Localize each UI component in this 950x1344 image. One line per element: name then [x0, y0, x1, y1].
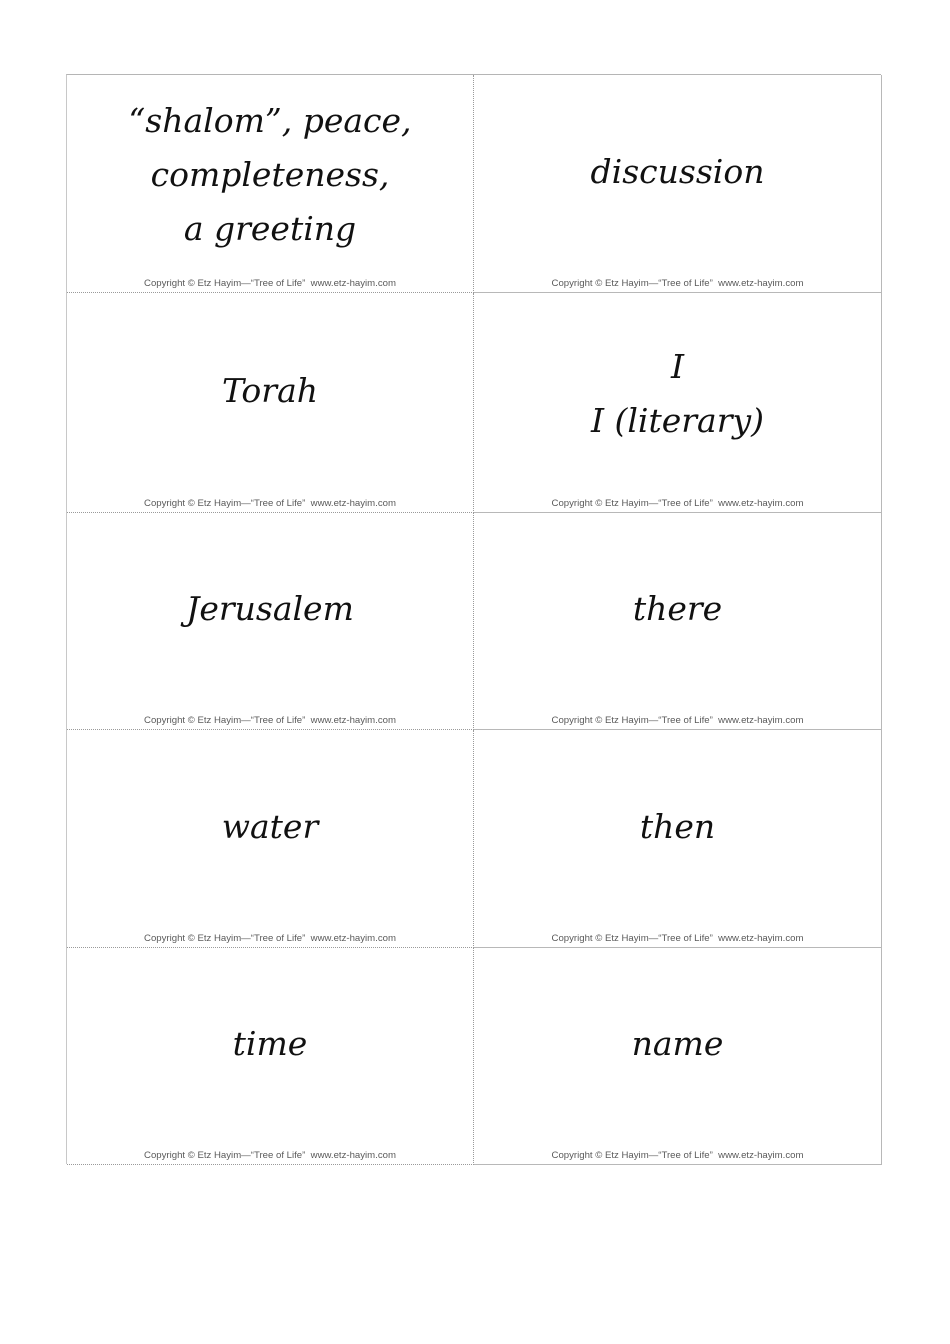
copyright-notice: Copyright © Etz Hayim—“Tree of Life” www.etz-hayim.com: [144, 1150, 396, 1161]
flashcard-word: water: [221, 806, 319, 846]
flashcard-word: Torah: [221, 370, 319, 410]
flashcard-word: discussion: [590, 151, 765, 191]
copyright-notice: Copyright © Etz Hayim—“Tree of Life” www.etz-hayim.com: [144, 715, 396, 726]
copyright-notice: Copyright © Etz Hayim—“Tree of Life” www.etz-hayim.com: [551, 715, 804, 726]
copyright-notice: Copyright © Etz Hayim—“Tree of Life” www.etz-hayim.com: [551, 278, 804, 289]
flashcard-word: Jerusalem: [186, 589, 354, 628]
flashcard: [474, 293, 882, 513]
copyright-notice: Copyright © Etz Hayim—“Tree of Life” www.etz-hayim.com: [551, 1150, 804, 1161]
flashcard: [474, 730, 882, 948]
flashcard-word: name: [631, 1024, 724, 1063]
flashcard-word: “shalom”, peace, completeness, a greeting: [128, 100, 412, 248]
flashcard: [67, 75, 474, 293]
flashcard: [67, 730, 474, 948]
flashcard-word: time: [232, 1024, 308, 1063]
flashcard: [67, 513, 474, 730]
flashcard: [474, 75, 882, 293]
copyright-notice: Copyright © Etz Hayim—“Tree of Life” www.etz-hayim.com: [551, 498, 804, 509]
copyright-notice: Copyright © Etz Hayim—“Tree of Life” www.etz-hayim.com: [551, 933, 804, 944]
copyright-notice: Copyright © Etz Hayim—“Tree of Life” www.etz-hayim.com: [144, 278, 396, 289]
flashcard-word: there: [632, 589, 723, 628]
flashcard-word: I I (literary): [590, 346, 765, 440]
flashcard: [474, 513, 882, 730]
copyright-notice: Copyright © Etz Hayim—“Tree of Life” www.etz-hayim.com: [144, 933, 396, 944]
flashcard: [67, 948, 474, 1165]
flashcard: [67, 293, 474, 513]
flashcard-sheet: [66, 74, 881, 1164]
copyright-notice: Copyright © Etz Hayim—“Tree of Life” www.etz-hayim.com: [144, 498, 396, 509]
flashcard-word: then: [639, 806, 716, 846]
flashcard: [474, 948, 882, 1165]
